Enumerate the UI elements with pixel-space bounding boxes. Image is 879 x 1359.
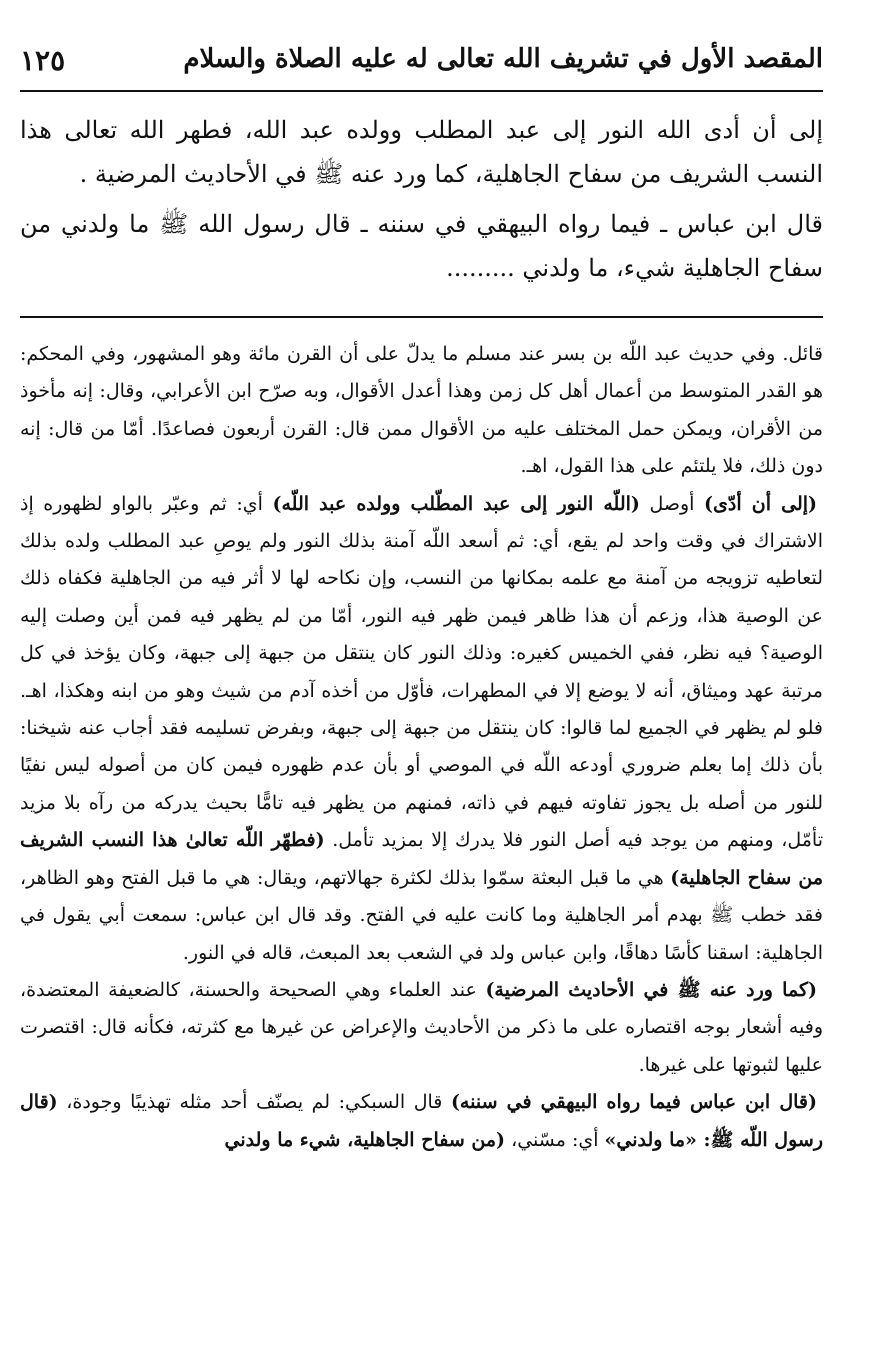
text-separator-rule: [20, 316, 823, 318]
commentary-text: أوصل: [639, 492, 705, 515]
quoted-text: (قال رسول اللّه ﷺ: «ما ولدني»: [20, 1091, 823, 1151]
commentary-paragraph-1: قائل. وفي حديث عبد اللّه بن بسر عند مسلم ما يدلّ على أن القرن مائة وهو المشهور، وفي المحكم: هو القدر المتوسط من أعمال أهل كل زمن وهذا أعدل الأقوال، وبه صرّح ابن الأعرابي، وقال: إنه مأخوذ من الأقران، ويمكن حمل المختلف عليه من الأقوال ممن قال: القرن أربعون فصاعدًا. أمّا من قال: إنه دون ذلك، فلا يلتئم على هذا القول، اهـ.: [20, 343, 823, 478]
commentary-paragraph-2: [20, 486, 823, 972]
commentary-text: أي: مسّني،: [505, 1128, 605, 1151]
commentary-text: هي ما قبل البعثة سمّوا بذلك لكثرة جهالاتهم، ويقال: هي ما قبل الفتح وهو الظاهر، فقد خطب ﷺ بهدم أمر الجاهلية وما كانت عليه في الفتح. وقد قال ابن عباس: سمعت أبي يقول في الجاهلية: اسقنا كأسًا دهاقًا، وابن عباس ولد في الشعب بعد المبعث، قاله في النور.: [20, 866, 823, 964]
quoted-text: (من سفاح الجاهلية، شيء ما ولدني: [224, 1128, 506, 1151]
commentary-text: قال السبكي: لم يصنّف أحد مثله تهذيبًا وجودة،: [57, 1091, 451, 1114]
quoted-text: (كما ورد عنه ﷺ في الأحاديث المرضية): [485, 978, 817, 1001]
main-text-paragraph-2: قال ابن عباس ـ فيما رواه البيهقي في سننه ـ قال رسول الله ﷺ ما ولدني من سفاح الجاهلية شيء، ما ولدني .........: [20, 210, 823, 282]
commentary: [20, 336, 823, 1159]
page-header: [20, 40, 823, 90]
quoted-text: (قال ابن عباس فيما رواه البيهقي في سننه): [450, 1091, 817, 1114]
main-text-paragraph-1: إلى أن أدى الله النور إلى عبد المطلب وولده عبد الله، فطهر الله تعالى هذا النسب الشريف من سفاح الجاهلية، كما ورد عنه ﷺ في الأحاديث المرضية .: [20, 116, 823, 188]
page-number: ١٢٥: [20, 44, 66, 77]
commentary-paragraph-4: [20, 1084, 823, 1159]
commentary-text: عند العلماء وهي الصحيحة والحسنة، كالضعيفة المعتضدة، وفيه أشعار بوجه اقتصاره على ما ذكر من الأحاديث والإعراض عن غيرها مع كثرته، فكأنه قال: اقتصرت عليها لثبوتها على غيرها.: [20, 978, 823, 1076]
running-title: المقصد الأول في تشريف الله تعالى له عليه الصلاة والسلام: [183, 44, 823, 74]
quoted-text: (فطهّر اللّه تعالىٰ هذا النسب الشريف من سفاح الجاهلية): [20, 829, 823, 889]
header-rule: [20, 90, 823, 92]
commentary-text: أي: ثم وعبّر بالواو لظهوره إذ الاشتراك في وقت واحد لم يقع، أي: ثم أسعد اللّه آمنة بذلك النور ولم يوصِ عبد المطلب ولده بذلك لتعاطيه تزويجه من آمنة مع علمه بمكانها من النسب، وإن نكاحه لها لا أثر فيه من الجاهلية فكفاه ذلك عن الوصية هذا، وزعم أن هذا ظاهر فيمن ظهر فيه النور، أمّا من لم يظهر فيه فمن أين وصلت إليه الوصية؟ فيه نظر، ففي الخميس كغيره: وذلك النور كان ينتقل من جبهة إلى جبهة، وكان يؤخذ في كل مرتبة عهد وميثاق، أنه لا يوضع إلا في المطهرات، فأوّل من أخذه آدم من شيث وهو من ابنه وهكذا، اهـ. فلو لم يظهر في الجميع لما قالوا: كان ينتقل من جبهة إلى جبهة، وبفرض تسليمه فقد أجاب عنه شيخنا: بأن ذلك إما بعلم ضروري أودعه اللّه في الموصي أو بأن عدم ظهوره فيمن كان من أصوله ليس نفيًا للنور من أصله بل يجوز تفاوته فيهم في ذاته، فمنهم من يظهر فيه تامًّا بحيث يدركه من رآه بلا مزيد تأمّل، ومنهم من يوجد فيه أصل النور فلا يدرك إلا بمزيد تأمل.: [20, 492, 823, 852]
quoted-text: (إلى أن أدّى): [704, 492, 818, 515]
quoted-text: (اللّه النور إلى عبد المطّلب وولده عبد اللّه): [272, 492, 640, 515]
commentary-paragraph-3: [20, 972, 823, 1084]
main-text: [20, 108, 823, 296]
